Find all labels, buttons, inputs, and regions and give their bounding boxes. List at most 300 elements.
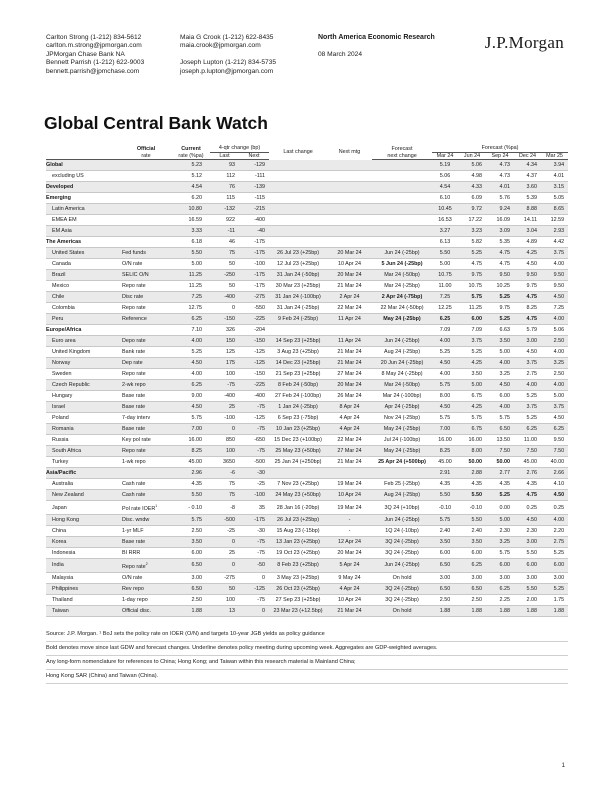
table-cell bbox=[269, 248, 327, 259]
table-cell bbox=[239, 347, 269, 358]
cell-value: Mar 24 (-100bp) bbox=[382, 393, 422, 400]
table-cell bbox=[327, 594, 372, 605]
cell-value: Cash rate bbox=[122, 481, 146, 488]
cell-value: Mar 24 (-25bp) bbox=[384, 283, 420, 290]
cell-value: 3.60 bbox=[526, 184, 538, 191]
cell-value: 4.25 bbox=[471, 360, 483, 367]
contact-line[interactable]: carlton.m.strong@jpmorgan.com bbox=[46, 42, 142, 50]
cell-value: 25 bbox=[229, 404, 235, 411]
table-cell bbox=[458, 572, 486, 583]
cell-value: 21 Sep 23 (+25bp) bbox=[275, 371, 321, 378]
table-cell bbox=[432, 536, 458, 547]
table-cell bbox=[210, 525, 239, 536]
table-cell bbox=[541, 435, 568, 446]
table-cell bbox=[239, 237, 269, 248]
table-cell bbox=[514, 270, 541, 281]
table-cell bbox=[269, 215, 327, 226]
contact-line[interactable]: maia.crook@jpmorgan.com bbox=[180, 42, 261, 50]
cell-value: 922 bbox=[226, 217, 235, 224]
cell-value: 2.00 bbox=[526, 596, 538, 603]
cell-value: South Africa bbox=[52, 448, 82, 455]
table-cell bbox=[372, 171, 432, 182]
table-row bbox=[46, 525, 568, 536]
cell-value: 6.50 bbox=[439, 585, 451, 592]
table-row bbox=[46, 270, 568, 281]
table-cell bbox=[269, 303, 327, 314]
table-cell bbox=[486, 226, 514, 237]
table-cell bbox=[486, 182, 514, 193]
table-cell bbox=[486, 402, 514, 413]
table-cell bbox=[172, 270, 210, 281]
table-cell bbox=[46, 514, 120, 525]
cell-value: 10.75 bbox=[468, 283, 483, 290]
table-row bbox=[46, 215, 568, 226]
table-cell bbox=[120, 594, 172, 605]
table-cell bbox=[327, 391, 372, 402]
table-cell bbox=[239, 558, 269, 572]
cell-value: 8.25 bbox=[191, 448, 202, 455]
table-cell bbox=[210, 402, 239, 413]
cell-value: Emerging bbox=[46, 195, 71, 202]
cell-value: 3Q 24 (-25bp) bbox=[385, 585, 419, 592]
table-cell bbox=[269, 572, 327, 583]
table-cell bbox=[210, 171, 239, 182]
table-cell bbox=[46, 303, 120, 314]
table-cell bbox=[210, 160, 239, 171]
table-cell bbox=[269, 583, 327, 594]
cell-value: 1.88 bbox=[191, 607, 202, 614]
table-cell bbox=[172, 391, 210, 402]
table-cell bbox=[458, 281, 486, 292]
cell-value: Disc rate bbox=[122, 294, 144, 301]
table-cell bbox=[269, 193, 327, 204]
cell-value: Mar 24 (-50bp) bbox=[384, 272, 420, 279]
cell-value: 23 Mar 23 (+12.5bp) bbox=[273, 607, 323, 614]
table-cell bbox=[120, 605, 172, 616]
table-row bbox=[46, 558, 568, 572]
table-cell bbox=[46, 215, 120, 226]
table-cell bbox=[210, 248, 239, 259]
cell-value: Chile bbox=[52, 294, 65, 301]
table-cell bbox=[239, 424, 269, 435]
cell-value: 3.25 bbox=[499, 371, 511, 378]
cell-value: 12 Apr 24 bbox=[337, 538, 362, 545]
cell-value: 5.50 bbox=[526, 585, 538, 592]
cell-value: 5.39 bbox=[526, 195, 538, 202]
table-cell bbox=[120, 380, 172, 391]
table-cell bbox=[210, 605, 239, 616]
cell-value: 9.50 bbox=[499, 272, 511, 279]
cell-value: 14.11 bbox=[523, 217, 538, 224]
cell-value: 5.00 bbox=[553, 393, 565, 400]
cell-value: 8.00 bbox=[439, 393, 451, 400]
table-cell bbox=[327, 558, 372, 572]
cell-value: 8.65 bbox=[553, 206, 565, 213]
cell-value: -11 bbox=[227, 228, 235, 235]
cell-value: 9.50 bbox=[553, 437, 565, 444]
cell-value: Turkey bbox=[52, 459, 69, 466]
table-row bbox=[46, 402, 568, 413]
cell-value: 6.18 bbox=[191, 239, 202, 246]
table-cell bbox=[458, 424, 486, 435]
cell-value: 11.00 bbox=[523, 437, 538, 444]
cell-value: 5.25 bbox=[439, 349, 451, 356]
table-cell bbox=[120, 204, 172, 215]
table-cell bbox=[486, 281, 514, 292]
cell-value: Base rate bbox=[122, 404, 146, 411]
cell-value: Repo rate bbox=[122, 283, 146, 290]
table-cell bbox=[172, 281, 210, 292]
cell-value: 5.76 bbox=[499, 195, 511, 202]
table-cell bbox=[514, 536, 541, 547]
cell-value: Aug 24 (-25bp) bbox=[384, 492, 420, 499]
table-cell bbox=[239, 490, 269, 501]
table-cell bbox=[46, 226, 120, 237]
cell-value: 1Q 24 (-10bp) bbox=[385, 527, 419, 534]
cell-value: 5.00 bbox=[499, 516, 511, 523]
table-cell bbox=[46, 594, 120, 605]
cell-value: 4.75 bbox=[471, 261, 483, 268]
table-cell bbox=[120, 292, 172, 303]
cell-value: -75 bbox=[227, 382, 235, 389]
table-cell bbox=[120, 547, 172, 558]
table-cell bbox=[432, 248, 458, 259]
cell-value: Bank rate bbox=[122, 349, 146, 356]
cell-value: Pol rate IOER bbox=[122, 505, 156, 512]
cell-value: 9.50 bbox=[553, 283, 565, 290]
table-cell bbox=[239, 479, 269, 490]
cell-value: 16.00 bbox=[438, 437, 452, 444]
table-cell bbox=[432, 347, 458, 358]
table-cell bbox=[514, 204, 541, 215]
cell-value: 6.25 bbox=[553, 426, 565, 433]
cell-value: 2-wk repo bbox=[122, 382, 146, 389]
cell-value: -75 bbox=[257, 549, 266, 556]
table-cell bbox=[172, 347, 210, 358]
cell-value: 40.00 bbox=[550, 459, 565, 466]
table-cell bbox=[432, 501, 458, 515]
table-cell bbox=[458, 468, 486, 479]
table-cell bbox=[432, 446, 458, 457]
table-cell bbox=[514, 171, 541, 182]
cell-value: 20 Mar 24 bbox=[337, 272, 362, 279]
table-cell bbox=[514, 525, 541, 536]
table-cell bbox=[239, 594, 269, 605]
cell-value: 75 bbox=[229, 250, 235, 257]
table-cell bbox=[514, 424, 541, 435]
cell-value: Feb 25 (-25bp) bbox=[384, 481, 420, 488]
cell-value: 19 Mar 24 bbox=[337, 481, 362, 488]
cell-value: 0.25 bbox=[526, 504, 538, 511]
cell-value: -75 bbox=[257, 538, 266, 545]
cell-value: -75 bbox=[257, 448, 266, 455]
cell-value: -175 bbox=[254, 272, 266, 279]
table-row bbox=[46, 248, 568, 259]
cell-value: 4.37 bbox=[526, 173, 538, 180]
table-cell bbox=[269, 457, 327, 468]
cell-value: 10 Jan 23 (+25bp) bbox=[276, 426, 320, 433]
cell-value: May 24 (-25bp) bbox=[383, 316, 421, 323]
table-cell bbox=[172, 435, 210, 446]
table-cell bbox=[120, 402, 172, 413]
cell-value: 6.50 bbox=[471, 585, 483, 592]
table-cell bbox=[239, 248, 269, 259]
cell-value: Israel bbox=[52, 404, 66, 411]
table-row bbox=[46, 446, 568, 457]
table-cell bbox=[172, 204, 210, 215]
cell-value: 3Q 24 (+10bp) bbox=[384, 504, 420, 511]
contact-line[interactable]: bennett.parrish@jpmchase.com bbox=[46, 67, 140, 75]
cell-value: 20 Mar 24 bbox=[337, 250, 362, 257]
cell-value: 3.04 bbox=[526, 228, 538, 235]
table-cell bbox=[210, 336, 239, 347]
table-cell bbox=[172, 237, 210, 248]
cell-value: Jun 24 (-25bp) bbox=[384, 516, 420, 523]
table-cell bbox=[514, 281, 541, 292]
cell-value: 5.75 bbox=[191, 516, 202, 523]
cell-value: Romania bbox=[52, 426, 74, 433]
cell-value: 26 Jul 23 (+25bp) bbox=[276, 516, 320, 523]
table-cell bbox=[239, 525, 269, 536]
cell-value: 22 Mar 24 bbox=[337, 305, 362, 312]
table-cell bbox=[46, 435, 120, 446]
cell-value: 6.00 bbox=[471, 549, 483, 556]
cell-value: -250 bbox=[224, 272, 235, 279]
table-cell bbox=[432, 314, 458, 325]
table-cell bbox=[486, 435, 514, 446]
table-row bbox=[46, 358, 568, 369]
cell-value: 14 Sep 23 (+25bp) bbox=[275, 338, 321, 345]
table-cell bbox=[432, 514, 458, 525]
table-cell bbox=[46, 336, 120, 347]
cell-value: 35 bbox=[259, 504, 266, 511]
table-cell bbox=[541, 468, 568, 479]
table-cell bbox=[541, 193, 568, 204]
table-cell bbox=[327, 380, 372, 391]
table-cell bbox=[172, 303, 210, 314]
table-row bbox=[46, 325, 568, 336]
table-row bbox=[46, 336, 568, 347]
table-cell bbox=[541, 479, 568, 490]
cell-value: 11 Apr 24 bbox=[338, 338, 361, 345]
cell-value: 850 bbox=[226, 437, 235, 444]
table-row bbox=[46, 490, 568, 501]
cell-value: 6.75 bbox=[471, 393, 483, 400]
cell-value: EMEA EM bbox=[52, 217, 77, 224]
table-cell bbox=[210, 226, 239, 237]
table-cell bbox=[541, 525, 568, 536]
table-cell bbox=[327, 237, 372, 248]
forecast-group-label: Forecast (%pa) bbox=[432, 145, 568, 153]
table-cell bbox=[120, 490, 172, 501]
table-cell bbox=[486, 303, 514, 314]
table-cell bbox=[120, 501, 172, 515]
cell-value: -150 bbox=[254, 338, 266, 345]
cell-value: 20 Mar 24 bbox=[337, 549, 362, 556]
table-cell bbox=[210, 413, 239, 424]
cell-value: Cash rate bbox=[122, 492, 146, 499]
table-cell bbox=[514, 193, 541, 204]
table-cell bbox=[210, 558, 239, 572]
cell-value: 5.25 bbox=[191, 349, 202, 356]
cell-value: 4.00 bbox=[439, 338, 451, 345]
table-cell bbox=[239, 380, 269, 391]
table-row bbox=[46, 160, 568, 171]
cell-value: 4.75 bbox=[499, 261, 511, 268]
table-cell bbox=[120, 182, 172, 193]
cell-value: Europe/Africa bbox=[46, 327, 82, 334]
cell-value: 22 Mar 24 bbox=[337, 437, 362, 444]
table-cell bbox=[432, 226, 458, 237]
table-cell bbox=[327, 182, 372, 193]
table-cell bbox=[210, 347, 239, 358]
cell-value: -125 bbox=[254, 349, 266, 356]
table-cell bbox=[239, 281, 269, 292]
table-cell bbox=[327, 347, 372, 358]
table-cell bbox=[269, 380, 327, 391]
table-cell bbox=[239, 369, 269, 380]
table-cell bbox=[239, 215, 269, 226]
cell-value: 26 Jul 23 (+25bp) bbox=[276, 250, 320, 257]
table-cell bbox=[372, 479, 432, 490]
cell-value: 5.50 bbox=[526, 549, 538, 556]
table-cell bbox=[239, 501, 269, 515]
table-cell bbox=[46, 347, 120, 358]
cell-value: Colombia bbox=[52, 305, 75, 312]
table-cell bbox=[210, 547, 239, 558]
cell-value: 3.50 bbox=[471, 371, 483, 378]
cell-value: -100 bbox=[224, 415, 235, 422]
cell-value: Repo rate bbox=[122, 371, 146, 378]
table-cell bbox=[486, 583, 514, 594]
table-cell bbox=[372, 336, 432, 347]
cell-value: 5.50 bbox=[471, 516, 483, 523]
table-cell bbox=[239, 336, 269, 347]
table-cell bbox=[458, 402, 486, 413]
table-cell bbox=[210, 457, 239, 468]
table-cell bbox=[172, 468, 210, 479]
table-cell bbox=[514, 303, 541, 314]
table-cell bbox=[458, 490, 486, 501]
cell-value: Taiwan bbox=[52, 607, 69, 614]
table-cell bbox=[210, 514, 239, 525]
source-note: Source: J.P. Morgan. ¹ BoJ sets the policy rate on IOER (O/N) and targets 10-year JGB yields as policy guidance bbox=[46, 628, 568, 642]
table-cell bbox=[458, 347, 486, 358]
cell-value: Nov 24 (-25bp) bbox=[384, 415, 420, 422]
table-cell bbox=[432, 160, 458, 171]
cell-value: 4.01 bbox=[499, 184, 511, 191]
cell-value: 5.75 bbox=[439, 516, 451, 523]
cell-value: 4.00 bbox=[553, 516, 565, 523]
cell-value: 5.23 bbox=[191, 162, 202, 169]
cell-value: 4.00 bbox=[499, 360, 511, 367]
table-cell bbox=[486, 171, 514, 182]
cell-value: 5.25 bbox=[499, 492, 511, 499]
analyst-contacts-middle bbox=[180, 34, 276, 76]
cell-value: -275 bbox=[254, 294, 266, 301]
table-cell bbox=[458, 270, 486, 281]
table-cell bbox=[486, 525, 514, 536]
cell-value: Hong Kong bbox=[52, 516, 79, 523]
cell-value: Dep rate bbox=[122, 360, 143, 367]
cell-value: 3.75 bbox=[553, 404, 565, 411]
table-cell bbox=[514, 292, 541, 303]
table-cell bbox=[327, 457, 372, 468]
cell-value: 7.25 bbox=[191, 294, 202, 301]
header-empty bbox=[46, 153, 120, 160]
page-title: Global Central Bank Watch bbox=[44, 113, 268, 133]
note-bold: Bold denotes move since last GDW and forecast changes. Underline denotes policy meeting during upcoming week. Aggregates are GDP-weighted averages. bbox=[46, 642, 568, 656]
cell-value: 6.10 bbox=[439, 195, 451, 202]
contact-line[interactable]: joseph.p.lupton@jpmorgan.com bbox=[180, 67, 274, 75]
table-cell bbox=[327, 413, 372, 424]
contact-line: JPMorgan Chase Bank NA bbox=[46, 50, 125, 58]
cell-value: 2.93 bbox=[553, 228, 565, 235]
table-cell bbox=[269, 270, 327, 281]
cell-value: 0 bbox=[232, 538, 235, 545]
cell-value: 25 May 23 (+50bp) bbox=[275, 448, 321, 455]
table-cell bbox=[432, 369, 458, 380]
table-cell bbox=[172, 336, 210, 347]
cell-value: 0 bbox=[232, 426, 235, 433]
table-cell bbox=[458, 547, 486, 558]
cell-value: 9.50 bbox=[526, 272, 538, 279]
cell-value: 10 Apr 24 bbox=[337, 492, 362, 499]
cell-value: 75 bbox=[229, 492, 235, 499]
table-cell bbox=[269, 605, 327, 616]
table-cell bbox=[46, 182, 120, 193]
cell-value: 16.00 bbox=[468, 437, 483, 444]
cell-value: 7.00 bbox=[191, 426, 202, 433]
table-cell bbox=[432, 193, 458, 204]
cell-value: -125 bbox=[254, 360, 266, 367]
table-cell bbox=[269, 314, 327, 325]
table-cell bbox=[120, 536, 172, 547]
cell-value: -275 bbox=[224, 574, 235, 581]
cell-value: 22 Mar 24 (-50bp) bbox=[380, 305, 424, 312]
cell-value: 2.40 bbox=[471, 527, 483, 534]
header-change-group bbox=[210, 145, 269, 153]
table-cell bbox=[372, 281, 432, 292]
cell-value: 6.00 bbox=[499, 562, 511, 569]
table-cell bbox=[486, 558, 514, 572]
cell-value: 4.50 bbox=[526, 516, 538, 523]
cell-value: 4.50 bbox=[439, 404, 451, 411]
table-cell bbox=[239, 171, 269, 182]
table-cell bbox=[541, 490, 568, 501]
table-cell bbox=[327, 369, 372, 380]
note-nomenclature: Any long-form nomenclature for references to China; Hong Kong; and Taiwan within this research material is Mainland China; bbox=[46, 656, 568, 670]
cell-value: 6.00 bbox=[499, 393, 511, 400]
cell-value: 125 bbox=[226, 349, 235, 356]
cell-value: 1-day repo bbox=[122, 596, 148, 603]
cell-value: Jun 24 (-25bp) bbox=[384, 250, 420, 257]
cell-value: 4.35 bbox=[499, 481, 511, 488]
cell-value: 4.50 bbox=[439, 360, 451, 367]
table-cell bbox=[239, 325, 269, 336]
table-cell bbox=[372, 314, 432, 325]
table-cell bbox=[432, 558, 458, 572]
table-cell bbox=[432, 594, 458, 605]
table-cell bbox=[372, 501, 432, 515]
cell-value: O/N rate bbox=[122, 261, 143, 268]
table-cell bbox=[486, 193, 514, 204]
cell-value: 2.30 bbox=[526, 527, 538, 534]
table-cell bbox=[372, 558, 432, 572]
table-cell bbox=[514, 583, 541, 594]
cell-value: 4.00 bbox=[499, 404, 511, 411]
cell-value: Developed bbox=[46, 184, 74, 191]
